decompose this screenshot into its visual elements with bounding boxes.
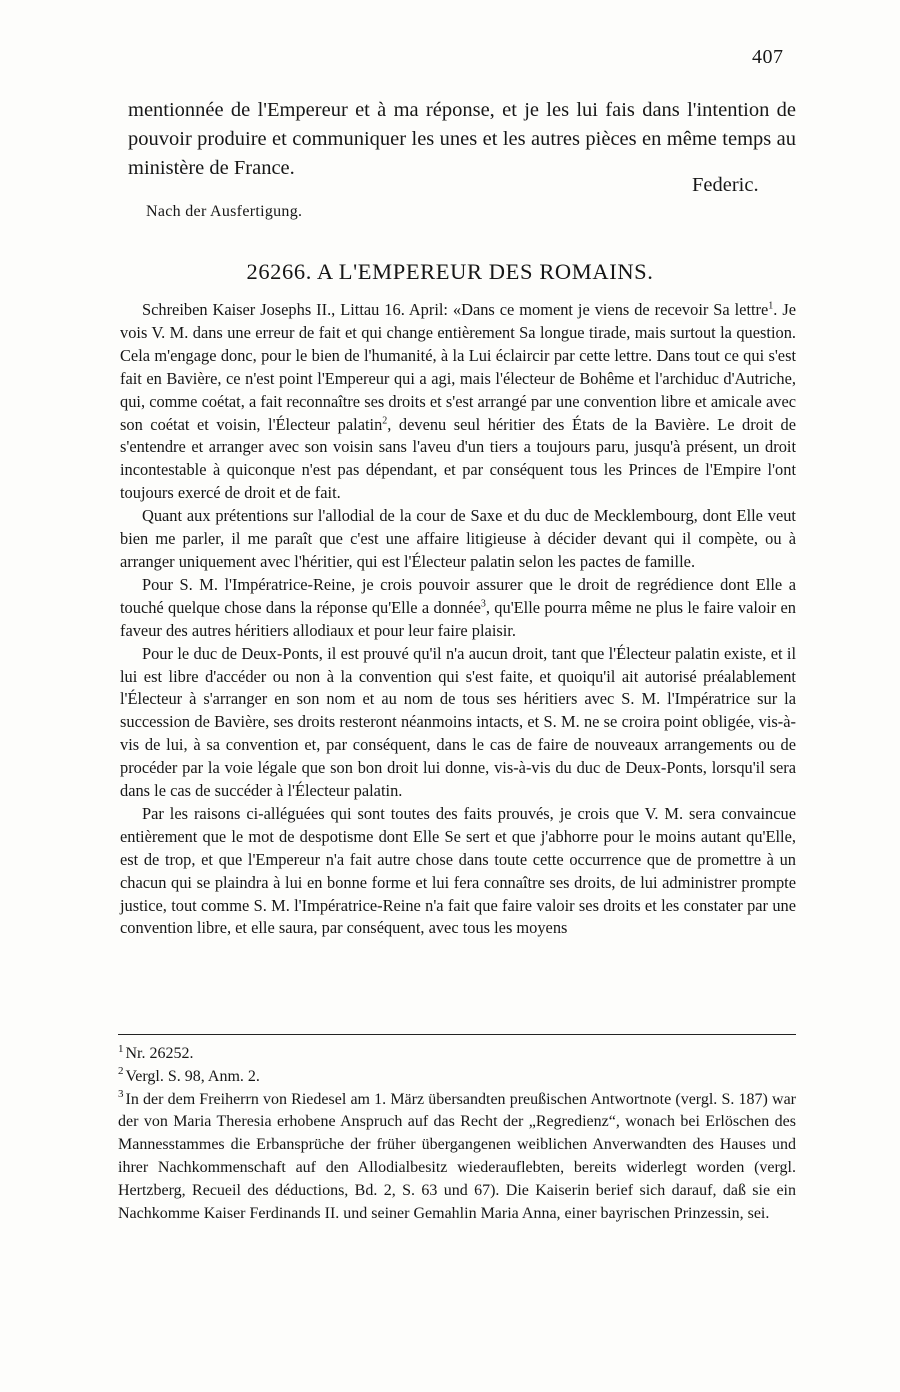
footnotes: [118, 1043, 796, 1225]
footnote-text: Vergl. S. 98, Anm. 2.: [125, 1067, 260, 1085]
footnote: [118, 1043, 796, 1066]
intro-paragraph: [128, 96, 796, 183]
source-note: Nach der Ausfertigung.: [146, 203, 303, 220]
footnote: [118, 1089, 796, 1226]
footnote: [118, 1066, 796, 1089]
body-paragraph: Quant aux prétentions sur l'allodial de la cour de Saxe et du duc de Mecklembourg, dont Elle veut bien me parler, il me paraît que c'est une affaire litigieuse à décider devant qui il compète, ou à arranger uniquement avec l'héritier, qui est l'Électeur palatin selon les pactes de famille.: [120, 506, 796, 571]
letter-heading: 26266. A L'EMPEREUR DES ROMAINS.: [246, 259, 654, 284]
signature: Federic.: [692, 174, 759, 196]
body-paragraph: Par les raisons ci-alléguées qui sont toutes des faits prouvés, je crois que V. M. sera convaincue entièrement que le mot de despotisme dont Elle Se sert et que j'abhorre pour le moins autant qu'Elle, est de trop, et que l'Empereur n'a fait autre chose dans toute cette occurrence que de promettre à un chacun qui se plaindra à lui en bonne forme et lui fera connaître ses droits, de lui administrer prompte justice, tout comme S. M. l'Impératrice-Reine n'a fait que faire valoir ses droits et les constater par une convention libre, et elle saura, par conséquent, avec tous les moyens: [120, 803, 796, 938]
paragraph-text: , qu'Elle pourra même ne plus le faire valoir en faveur des autres héritiers allodiaux et pour leur faire plaisir.: [120, 597, 796, 640]
footnote-reference: 3: [480, 598, 486, 610]
page-number: 407: [752, 46, 784, 68]
footnote-reference: 1: [768, 300, 774, 312]
paragraph-text: , devenu seul héritier des États de la Bavière. Le droit de s'entendre et arranger avec son voisin sans l'aveu d'un tiers a toujours paru, jusqu'à présent, un droit incontestable à quiconque n'est pas dépendant, et par conséquent tous les Princes de l'Empire l'ont toujours exercé de droit et de fait.: [120, 414, 796, 503]
body-paragraph: [120, 574, 796, 643]
footnote-text: In der dem Freiherrn von Riedesel am 1. März übersandten preußischen Antwortnote (vergl. S. 187) war der von Maria Theresia erhobene Anspruch auf das Recht der „Regredienz“, wonach bei Erlöschen des Mannesstammes die Erbansprüche der früher übergangenen weiblichen Anverwandten des Hauses und ihrer Nachkommenschaft auf den Allodialbesitz wiederauflebten, bereits widerlegt worden (vergl. Hertzberg, Recueil des déductions, Bd. 2, S. 63 und 67). Die Kaiserin berief sich darauf, daß sie ein Nachkomme Kaiser Ferdinands II. und seiner Gemahlin Maria Anna, einer bayrischen Prinzessin, sei.: [118, 1090, 796, 1222]
footnote-mark: 1: [118, 1042, 124, 1055]
body-paragraph: Pour le duc de Deux-Ponts, il est prouvé qu'il n'a aucun droit, tant que l'Électeur palatin existe, et il lui est libre d'accéder ou non à la convention qui s'est faite, et quoiqu'il ait autorisé préalablement l'Électeur à s'arranger en son nom et au nom de tous ses héritiers avec S. M. l'Impératrice sur la succession de Bavière, ses droits resteront néanmoins intacts, et S. M. ne se croira point obligée, vis-à-vis de lui, à sa convention et, par conséquent, dans le cas de faire de nouveaux arrangements ou de procéder par la voie légale que son bon droit lui donne, vis-à-vis du duc de Deux-Ponts, lorsqu'il sera dans le cas de succéder à l'Électeur palatin.: [120, 643, 796, 801]
paragraph-text: Schreiben Kaiser Josephs II., Littau 16. April: «Dans ce moment je viens de recevoir Sa lettre: [142, 300, 769, 319]
body-paragraph: [120, 299, 796, 505]
footnote-divider: [118, 1034, 796, 1035]
intro-text: mentionnée de l'Empereur et à ma réponse, et je les lui fais dans l'intention de pouvoir produire et communiquer les unes et les autres pièces en même temps au ministère de France.: [128, 99, 796, 179]
footnote-mark: 2: [118, 1065, 124, 1078]
paragraph-text: . Je vois V. M. dans une erreur de fait et qui change entièrement Sa longue tirade, mais surtout la question. Cela m'engage donc, pour le bien de l'humanité, à la Lui éclaircir par cette lettre. Dans tout ce qui s'est fait en Bavière, ce n'est point l'Empereur qui a agi, mais l'électeur de Bohême et l'archiduc d'Autriche, qui, comme coétat, a fait reconnaître ses droits et s'est arrangé par une convention libre et amicale avec son coétat et voisin, l'Électeur palatin: [120, 300, 796, 434]
footnote-text: Nr. 26252.: [125, 1045, 194, 1062]
letter-body: [120, 299, 796, 940]
footnote-mark: 3: [118, 1088, 124, 1101]
paragraph-text: Pour S. M. l'Impératrice-Reine, je crois pouvoir assurer que le droit de regrédience dont Elle a touché quelque chose dans la réponse qu'Elle a donnée: [120, 574, 796, 617]
footnote-reference: 2: [382, 415, 388, 427]
